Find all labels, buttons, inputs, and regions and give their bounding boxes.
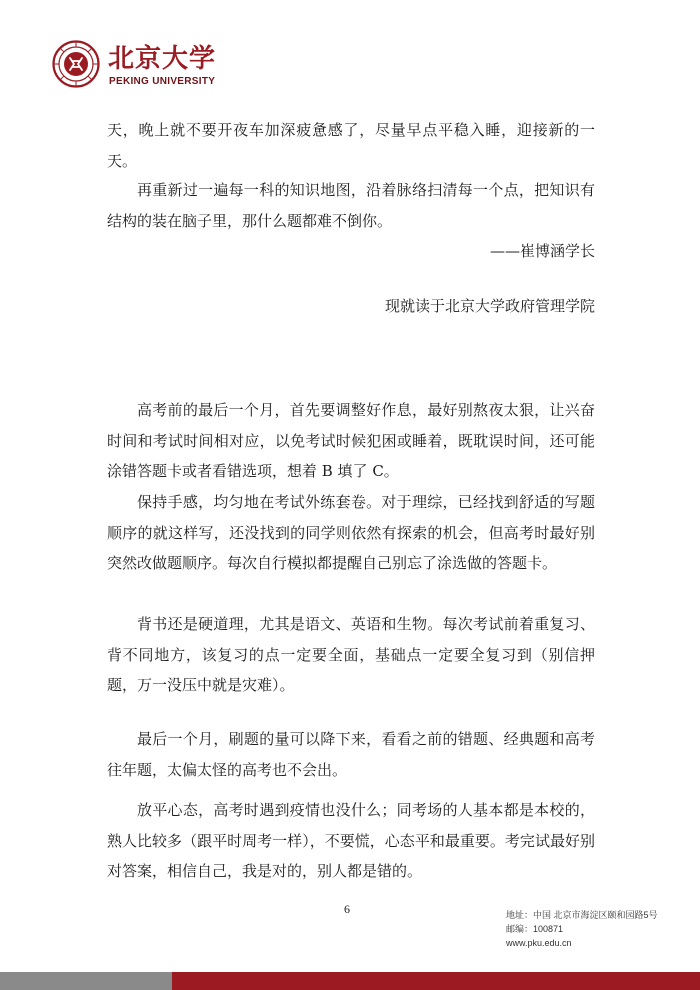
paragraph-2: 再重新过一遍每一科的知识地图，沿着脉络扫清每一个点，把知识有结构的装在脑子里，那什么题都难不倒你。 [107,181,595,230]
footer-address [506,908,658,950]
page-number: 6 [344,902,350,916]
university-header [52,40,312,100]
footer-bar-red [172,972,700,990]
address-line: 地址：中国 北京市海淀区颐和园路5号 [506,910,658,920]
signature-affiliation: 现就读于北京大学政府管理学院 [384,297,595,315]
paragraph-4: 保持手感，均匀地在考试外练套卷。对于理综，已经找到舒适的写题顺序的就这样写，还没找到的同学则依然有探索的机会，但高考时最好别突然改做题顺序。每次自行模拟都提醒自己别忘了涂选做的答题卡。 [107,493,595,572]
paragraph-7: 放平心态，高考时遇到疫情也没什么；同考场的人基本都是本校的，熟人比较多（跟平时周考一样），不要慌，心态平和最重要。考完试最好别对答案，相信自己，我是对的，别人都是错的。 [107,801,595,880]
paragraph-1: 天，晚上就不要开夜车加深疲惫感了，尽量早点平稳入睡，迎接新的一天。 [107,121,595,170]
peking-university-seal-icon [52,40,100,88]
footer-bar-gray [0,972,172,990]
paragraph-5: 背书还是硬道理，尤其是语文、英语和生物。每次考试前着重复习、背不同地方，该复习的点一定要全面，基础点一定要全复习到（别信押题，万一没压中就是灾难）。 [107,615,595,694]
paragraph-3: 高考前的最后一个月，首先要调整好作息，最好别熬夜太狠，让兴奋时间和考试时间相对应，以免考试时候犯困或睡着，既耽误时间，还可能涂错答题卡或者看错选项，想着 B 填了 C。 [107,401,595,480]
paragraph-6: 最后一个月，刷题的量可以降下来，看看之前的错题、经典题和高考往年题，太偏太怪的高考也不会出。 [107,730,595,779]
website-line: www.pku.edu.cn [506,938,572,948]
postcode-line: 邮编：100871 [506,924,564,934]
logo-english-name: PEKING UNIVERSITY [109,76,216,87]
signature-name: ——崔博涵学长 [489,242,595,260]
logo-chinese-name: 北京大学 [108,44,217,74]
